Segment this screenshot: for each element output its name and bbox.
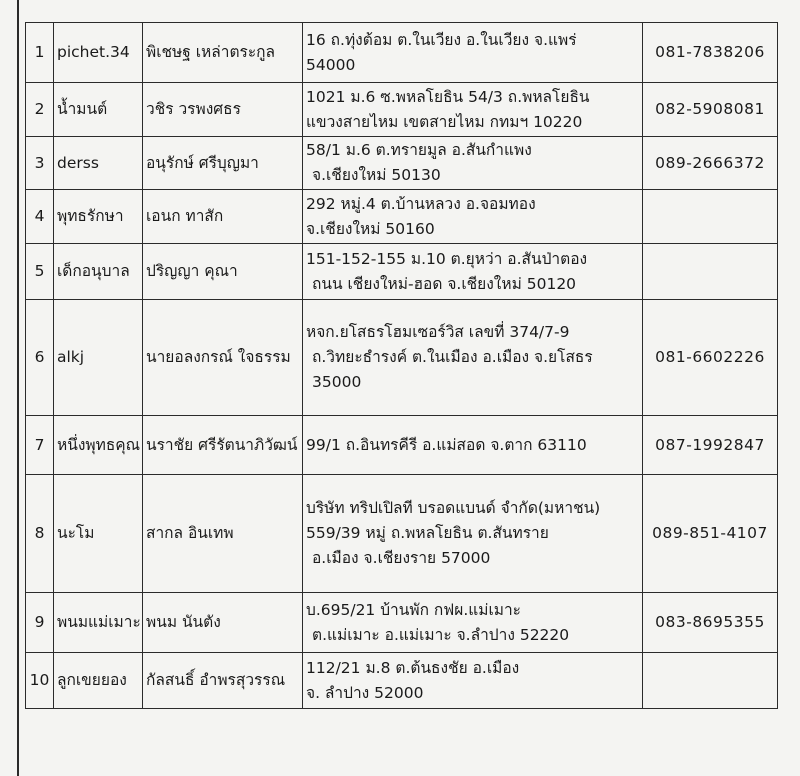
- address-cell: [303, 137, 643, 190]
- table-row: [26, 190, 778, 244]
- address-cell: [303, 653, 643, 709]
- phone-cell: 089-851-4107: [643, 475, 778, 593]
- address-line: หจก.ยโสธรโฮมเซอร์วิส เลขที่ 374/7-9: [306, 323, 570, 341]
- username-cell: ลูกเขยยอง: [54, 653, 143, 709]
- fullname-cell: วชิร วรพงศธร: [143, 83, 303, 137]
- phone-cell: 081-6602226: [643, 300, 778, 416]
- row-number: 1: [26, 23, 54, 83]
- phone-cell: [643, 653, 778, 709]
- table-row: [26, 23, 778, 83]
- address-line: ต.แม่เมาะ อ.แม่เมาะ จ.ลำปาง 52220: [312, 625, 570, 644]
- username-cell: พุทธรักษา: [54, 190, 143, 244]
- table-row: [26, 416, 778, 475]
- fullname-cell: อนุรักษ์ ศรีบุญมา: [143, 137, 303, 190]
- row-number: 3: [26, 137, 54, 190]
- address-line: ถนน เชียงใหม่-ฮอด จ.เชียงใหม่ 50120: [312, 274, 577, 293]
- fullname-cell: นายอลงกรณ์ ใจธรรม: [143, 300, 303, 416]
- table-row: [26, 244, 778, 300]
- username-cell: เด็กอนุบาล: [54, 244, 143, 300]
- username-cell: pichet.34: [54, 23, 143, 83]
- fullname-cell: ปริญญา คุณา: [143, 244, 303, 300]
- address-line: 16 ถ.ทุ่งต้อม ต.ในเวียง อ.ในเวียง จ.แพร่: [306, 30, 577, 49]
- address-line: 99/1 ถ.อินทรคีรี อ.แม่สอด จ.ตาก 63110: [306, 435, 587, 454]
- address-line: จ.เชียงใหม่ 50160: [306, 219, 435, 238]
- address-line: บ.695/21 บ้านพัก กฟผ.แม่เมาะ: [306, 600, 522, 619]
- page-margin-rule: [17, 0, 19, 776]
- username-cell: น้ำมนต์: [54, 83, 143, 137]
- table-row: [26, 593, 778, 653]
- address-line: 112/21 ม.8 ต.ต้นธงชัย อ.เมือง: [306, 658, 520, 677]
- phone-cell: [643, 190, 778, 244]
- row-number: 8: [26, 475, 54, 593]
- table-row: [26, 83, 778, 137]
- row-number: 7: [26, 416, 54, 475]
- address-line: 151-152-155 ม.10 ต.ยุหว่า อ.สันป่าตอง: [306, 249, 588, 268]
- username-cell: หนึ่งพุทธคุณ: [54, 416, 143, 475]
- address-line: 54000: [306, 55, 356, 74]
- address-line: 58/1 ม.6 ต.ทรายมูล อ.สันกำแพง: [306, 141, 532, 159]
- phone-cell: 083-8695355: [643, 593, 778, 653]
- address-cell: [303, 475, 643, 593]
- address-line: 292 หมู่.4 ต.บ้านหลวง อ.จอมทอง: [306, 194, 536, 213]
- address-cell: [303, 190, 643, 244]
- fullname-cell: พนม นันตัง: [143, 593, 303, 653]
- table-row: [26, 475, 778, 593]
- table-row: [26, 653, 778, 709]
- username-cell: derss: [54, 137, 143, 190]
- table-row: [26, 137, 778, 190]
- address-line: 559/39 หมู่ ถ.พหลโยธิน ต.สันทราย: [306, 524, 549, 542]
- address-line: บริษัท ทริปเปิลที บรอดแบนด์ จำกัด(มหาชน): [306, 499, 601, 517]
- row-number: 2: [26, 83, 54, 137]
- phone-cell: 087-1992847: [643, 416, 778, 475]
- fullname-cell: เอนก ทาสัก: [143, 190, 303, 244]
- username-cell: พนมแม่เมาะ: [54, 593, 143, 653]
- address-cell: [303, 244, 643, 300]
- address-table: [25, 22, 778, 709]
- row-number: 9: [26, 593, 54, 653]
- row-number: 10: [26, 653, 54, 709]
- address-cell: [303, 23, 643, 83]
- phone-cell: 089-2666372: [643, 137, 778, 190]
- fullname-cell: พิเชษฐ เหล่าตระกูล: [143, 23, 303, 83]
- address-line: จ.เชียงใหม่ 50130: [312, 166, 441, 184]
- address-line: 1021 ม.6 ซ.พหลโยธิน 54/3 ถ.พหลโยธิน: [306, 87, 590, 106]
- fullname-cell: นราชัย ศรีรัตนาภิวัฒน์: [143, 416, 303, 475]
- address-line: ถ.วิทยะธำรงค์ ต.ในเมือง อ.เมือง จ.ยโสธร: [312, 348, 593, 366]
- address-line: 35000: [312, 373, 362, 391]
- phone-cell: 081-7838206: [643, 23, 778, 83]
- address-cell: [303, 300, 643, 416]
- row-number: 5: [26, 244, 54, 300]
- username-cell: alkj: [54, 300, 143, 416]
- address-line: อ.เมือง จ.เชียงราย 57000: [312, 549, 491, 567]
- fullname-cell: กัลสนธิ์ อำพรสุวรรณ: [143, 653, 303, 709]
- table-row: [26, 300, 778, 416]
- fullname-cell: สากล อินเทพ: [143, 475, 303, 593]
- address-cell: [303, 83, 643, 137]
- address-cell: [303, 416, 643, 475]
- phone-cell: 082-5908081: [643, 83, 778, 137]
- phone-cell: [643, 244, 778, 300]
- username-cell: นะโม: [54, 475, 143, 593]
- address-cell: [303, 593, 643, 653]
- row-number: 6: [26, 300, 54, 416]
- address-line: จ. ลำปาง 52000: [306, 683, 424, 702]
- row-number: 4: [26, 190, 54, 244]
- address-line: แขวงสายไหม เขตสายไหม กทมฯ 10220: [306, 112, 583, 131]
